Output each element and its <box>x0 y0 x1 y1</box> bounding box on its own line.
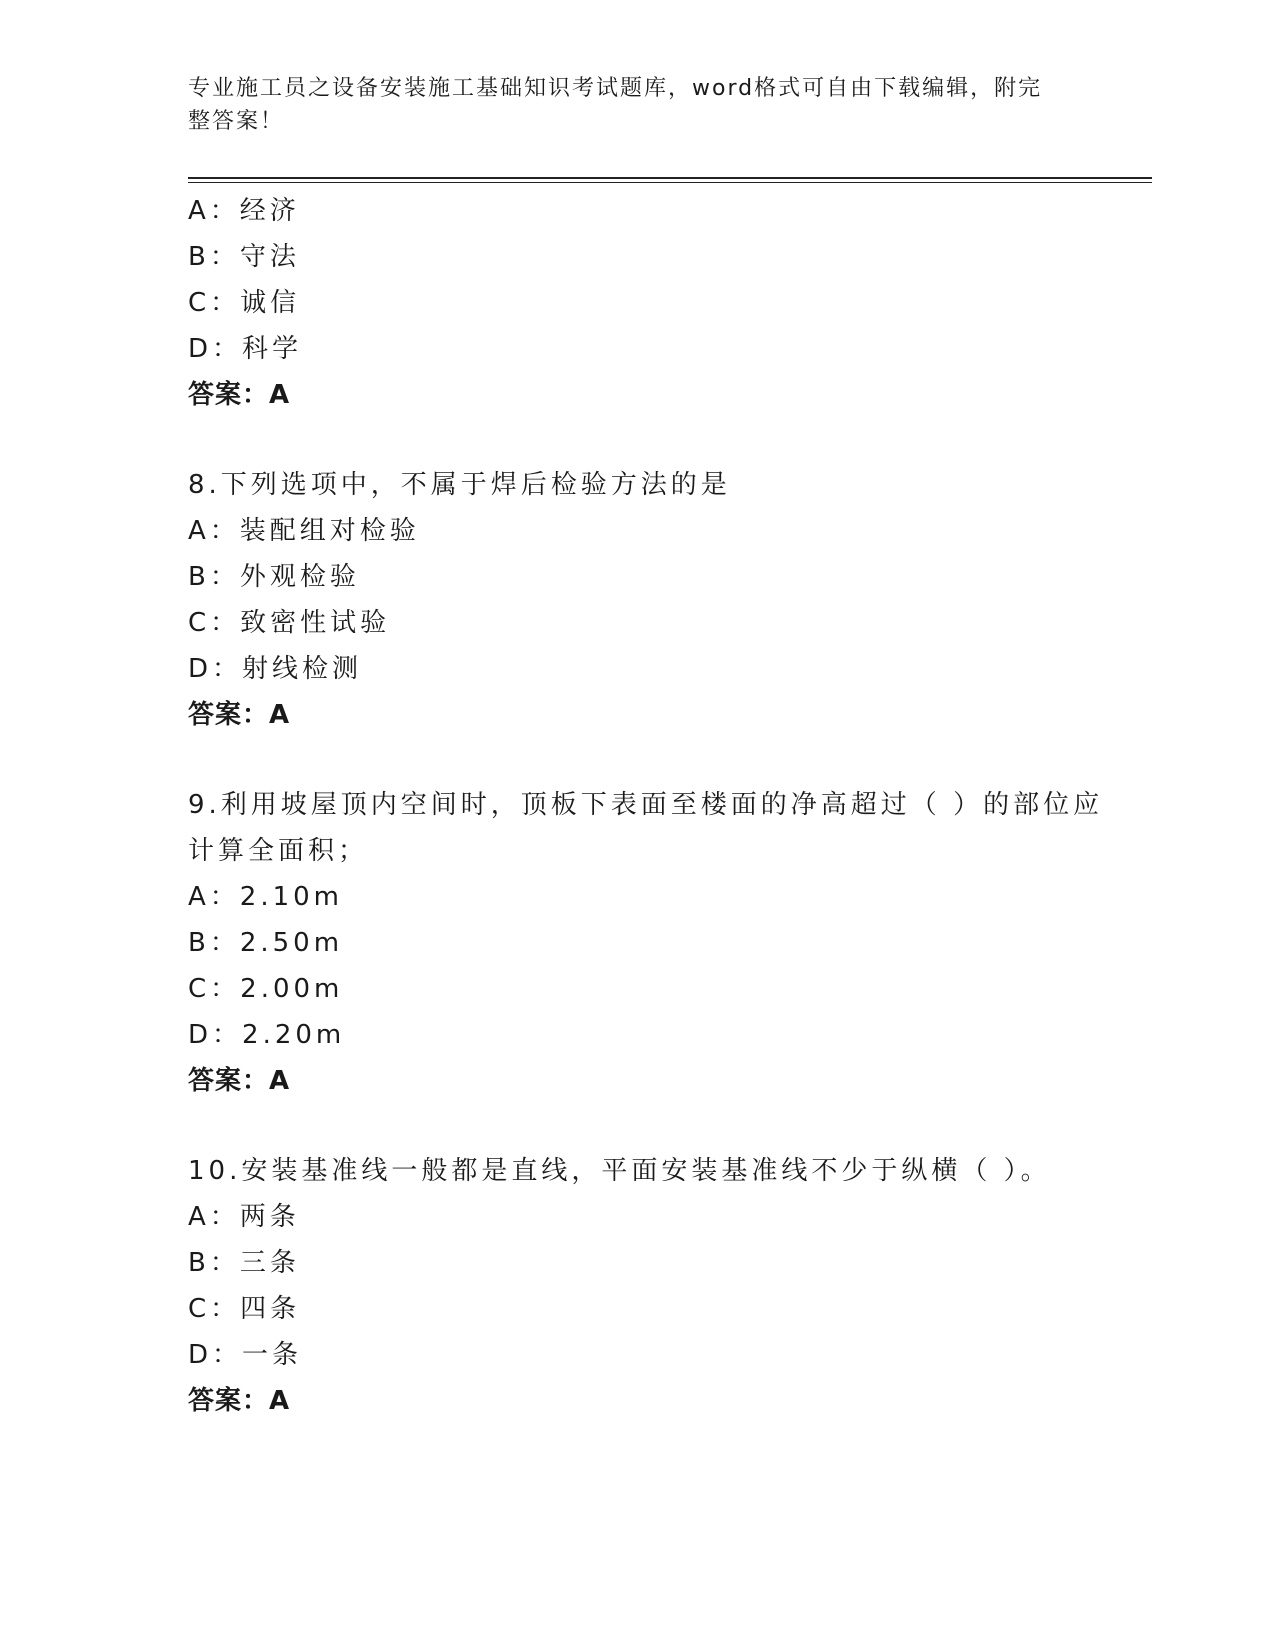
option-d: D：一条 <box>188 1340 303 1370</box>
answer-label: 答案：A <box>188 380 291 410</box>
question-text-line-2: 计算全面积； <box>188 836 369 866</box>
option-b: B：守法 <box>188 242 300 272</box>
answer-label: 答案：A <box>188 700 291 730</box>
question-text: 8.下列选项中，不属于焊后检验方法的是 <box>188 470 731 500</box>
option-c: C：致密性试验 <box>188 608 391 638</box>
question-9 <box>188 782 1104 1104</box>
question-text: 10.安装基准线一般都是直线，平面安装基准线不少于纵横（ ）。 <box>188 1156 1051 1186</box>
option-a: A：装配组对检验 <box>188 516 420 546</box>
option-b: B：外观检验 <box>188 562 360 592</box>
option-b: B：2.50m <box>188 928 344 958</box>
question-10 <box>188 1148 1088 1424</box>
option-a: A：经济 <box>188 196 300 226</box>
header-divider-thick <box>188 177 1152 179</box>
header-divider-thin <box>188 182 1152 183</box>
question-text-line-1: 9.利用坡屋顶内空间时，顶板下表面至楼面的净高超过（ ）的部位应 <box>188 790 1104 820</box>
question-list <box>188 188 1104 1424</box>
option-b: B：三条 <box>188 1248 300 1278</box>
option-d: D：射线检测 <box>188 654 363 684</box>
option-d: D：2.20m <box>188 1020 346 1050</box>
option-c: C：2.00m <box>188 974 344 1004</box>
answer-label: 答案：A <box>188 1066 291 1096</box>
question-7 <box>188 188 1088 418</box>
header-line-1: 专业施工员之设备安装施工基础知识考试题库，word格式可自由下载编辑，附完 <box>188 76 1043 101</box>
option-a: A：两条 <box>188 1202 300 1232</box>
option-a: A：2.10m <box>188 882 344 912</box>
option-c: C：诚信 <box>188 288 301 318</box>
header-line-2: 整答案！ <box>188 109 285 134</box>
option-d: D：科学 <box>188 334 303 364</box>
document-header <box>188 72 1068 138</box>
question-8 <box>188 462 1088 738</box>
option-c: C：四条 <box>188 1294 301 1324</box>
answer-label: 答案：A <box>188 1386 291 1416</box>
